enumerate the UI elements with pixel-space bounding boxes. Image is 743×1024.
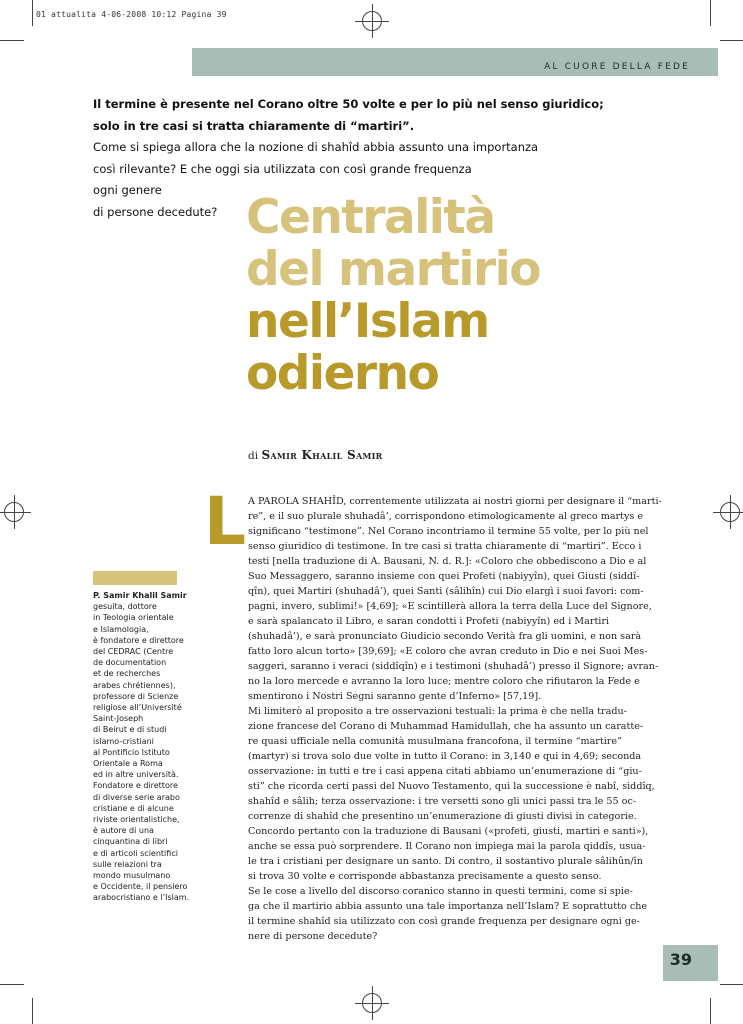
- registration-mark-bottom: [362, 993, 382, 1013]
- bio-line: Saint-Joseph: [93, 714, 144, 724]
- body-line: fatto loro alcun torto» [39,69]; «E coloro che avran creduto in Dio e nei Suoi Mes-: [248, 646, 648, 657]
- body-line: Se le cose a livello del discorso coranico stanno in questi termini, come si spie-: [248, 886, 633, 897]
- body-line: qîn), quei Martiri (shuhadâ’), quei Santi (sâlihîn) cui Dio elargì i suoi favori: com-: [248, 586, 644, 597]
- crop-mark-top-right-h: [720, 40, 743, 41]
- bio-line: gesuita, dottore: [93, 602, 157, 612]
- crop-mark-top-left-v: [32, 0, 33, 26]
- bio-line: P. Samir Khalil Samir: [93, 591, 187, 600]
- byline: [248, 448, 383, 462]
- body-line: smentirono i Nostri Segni saranno gente d’Inferno» [57,19].: [248, 691, 542, 702]
- body-line: Suo Messaggero, saranno insieme con quei Profeti (nabiyyîn), quei Giusti (siddî-: [248, 571, 640, 582]
- registration-mark-top: [362, 11, 382, 31]
- bio-line: e Islamologia,: [93, 624, 149, 634]
- body-line: senso giuridico di testimone. In tre casi si tratta chiaramente di “martiri”. Ecco i: [248, 541, 642, 552]
- page-number-band: [663, 945, 718, 981]
- body-line: osservazione: in tutti e tre i casi appena citati abbiamo un’enumerazione di “giu-: [248, 766, 642, 777]
- body-line: e sarà spalancato il Libro, e saran condotti i Profeti (nabiyyîn) ed i Martiri: [248, 616, 610, 627]
- bio-line: ed in altre università.: [93, 770, 179, 780]
- registration-mark-left: [4, 502, 24, 522]
- crop-mark-top-right-v: [710, 0, 711, 26]
- intro-line: ogni genere: [93, 183, 162, 197]
- drop-cap: L: [204, 483, 247, 560]
- article-body: [248, 494, 663, 944]
- bio-line: del CEDRAC (Centre: [93, 647, 174, 657]
- intro-line: di persone decedute?: [93, 204, 218, 219]
- intro-line: Come si spiega allora che la nozione di shahîd abbia assunto una importanza: [93, 140, 539, 154]
- bio-line: de documentation: [93, 658, 167, 668]
- body-line: A PAROLA SHAHÎD, correntemente utilizzata ai nostri giorni per designare il “marti-: [248, 496, 662, 507]
- body-line: no la loro mercede e avranno la loro luce; mentre coloro che rifiutaron la Fede e: [248, 676, 640, 687]
- title-line-2: del martirio: [246, 242, 541, 297]
- body-line: (shuhadâ’), e sarà pronunciato Giudicio secondo Verità fra gli uomini, e non sarà: [248, 631, 642, 642]
- print-slug: 01 attualita 4-06-2008 10:12 Pagina 39: [36, 10, 227, 19]
- author-bio: [93, 590, 213, 904]
- bio-line: al Pontificio Istituto: [93, 747, 170, 757]
- bio-line: di diverse serie arabo: [93, 792, 180, 802]
- bio-line: cristiane e di alcune: [93, 803, 174, 813]
- body-line: Mi limiterò al proposito a tre osservazioni testuali: la prima è che nella tradu-: [248, 706, 627, 717]
- body-line: re”, e il suo plurale shuhadâ’, corrispondono etimologicamente al greco martys e: [248, 511, 644, 522]
- bio-line: e di articoli scientifici: [93, 848, 178, 858]
- bio-line: è autore di una: [93, 826, 154, 836]
- bio-line: sulle relazioni tra: [93, 859, 162, 869]
- bio-line: Orientale a Roma: [93, 759, 163, 769]
- body-line: anche se essa può sorprendere. Il Corano non impiega mai la parola qiddîs, usua-: [248, 841, 646, 852]
- bio-line: in Teologia orientale: [93, 613, 174, 623]
- body-line: sti” che ricorda certi passi del Nuovo Testamento, qui la successione è nabî, siddîq,: [248, 781, 655, 792]
- bio-line: è fondatore e direttore: [93, 635, 184, 645]
- byline-author: Samir Khalil Samir: [261, 448, 383, 462]
- registration-mark-right: [720, 502, 740, 522]
- body-line: zione francese del Corano di Muhammad Hamidullah, che ha assunto un caratte-: [248, 721, 644, 732]
- body-line: correnze di shahîd che presentino un’enumerazione di giusti divisi in categorie.: [248, 811, 637, 822]
- bio-line: cinquantina di libri: [93, 837, 168, 847]
- body-line: pagni, invero, sublimi!» [4,69]; «E scintillerà allora la terra della Luce del Signore,: [248, 601, 652, 612]
- page-number: 39: [669, 950, 692, 969]
- bio-line: professore di Scienze: [93, 691, 179, 701]
- title-line-4: odierno: [246, 346, 439, 401]
- bio-line: arabocristiano e l’Islam.: [93, 893, 190, 903]
- body-line: nere di persone decedute?: [248, 931, 378, 942]
- bio-line: et de recherches: [93, 669, 161, 679]
- bio-line: mondo musulmano: [93, 871, 171, 881]
- body-line: re quasi ufficiale nella comunità musulmana francofona, il termine “martire”: [248, 736, 622, 747]
- body-line: Concordo pertanto con la traduzione di Bausani («profeti, giusti, martiri e santi»),: [248, 826, 649, 837]
- title-line-1: Centralità: [246, 190, 495, 245]
- body-line: si trova 30 volte e corrisponde abbastanza precisamente a questo senso.: [248, 871, 602, 882]
- intro-bold-line: solo in tre casi si tratta chiaramente di “martiri”.: [93, 118, 415, 133]
- section-header-band: [192, 48, 718, 76]
- article-title: [246, 192, 540, 400]
- crop-mark-bottom-left-h: [0, 984, 24, 985]
- body-line: (martyr) si trova solo due volte in tutto il Corano: in 3,140 e qui in 4,69; seconda: [248, 751, 642, 762]
- bio-line: islamo-cristiani: [93, 736, 154, 746]
- bio-line: religiose all’Université: [93, 703, 182, 713]
- body-line: significano “testimone”. Nel Corano incontriamo il termine 55 volte, per lo più nel: [248, 526, 649, 537]
- bio-line: di Beirut e di studi: [93, 725, 167, 735]
- bio-accent-bar: [93, 571, 177, 585]
- title-line-3: nell’Islam: [246, 294, 489, 349]
- body-line: saggeri, saranno i veraci (siddîqîn) e i testimoni (shuhadâ’) presso il Signore; avran-: [248, 661, 659, 672]
- bio-line: Fondatore e direttore: [93, 781, 178, 791]
- body-line: le tra i cristiani per designare un santo. Di contro, il sostantivo plurale sâlihûn/în: [248, 856, 643, 867]
- bio-line: arabes chrétiennes),: [93, 680, 176, 690]
- bio-line: e Occidente, il pensiero: [93, 882, 188, 892]
- body-line: shahîd e sâlih; terza osservazione: i tre versetti sono gli unici passi tra le 55 oc-: [248, 796, 637, 807]
- crop-mark-top-left-h: [0, 40, 24, 41]
- crop-mark-bottom-right-v: [710, 998, 711, 1024]
- crop-mark-bottom-left-v: [32, 998, 33, 1024]
- intro-bold-line: Il termine è presente nel Corano oltre 50 volte e per lo più nel senso giuridico;: [93, 97, 604, 111]
- body-line: testi [nella traduzione di A. Bausani, N. d. R.]: «Coloro che obbediscono a Dio e al: [248, 556, 647, 567]
- body-line: ga che il martirio abbia assunto una tale importanza nell’Islam? E soprattutto che: [248, 901, 648, 912]
- intro-line: così rilevante? E che oggi sia utilizzata con così grande frequenza: [93, 161, 472, 176]
- bio-line: riviste orientalistiche,: [93, 815, 180, 825]
- byline-prefix: di: [248, 450, 259, 462]
- crop-mark-bottom-right-h: [720, 984, 743, 985]
- section-label: AL CUORE DELLA FEDE: [544, 62, 690, 72]
- body-line: il termine shahîd sia utilizzato con così grande frequenza per designare ogni ge-: [248, 916, 640, 927]
